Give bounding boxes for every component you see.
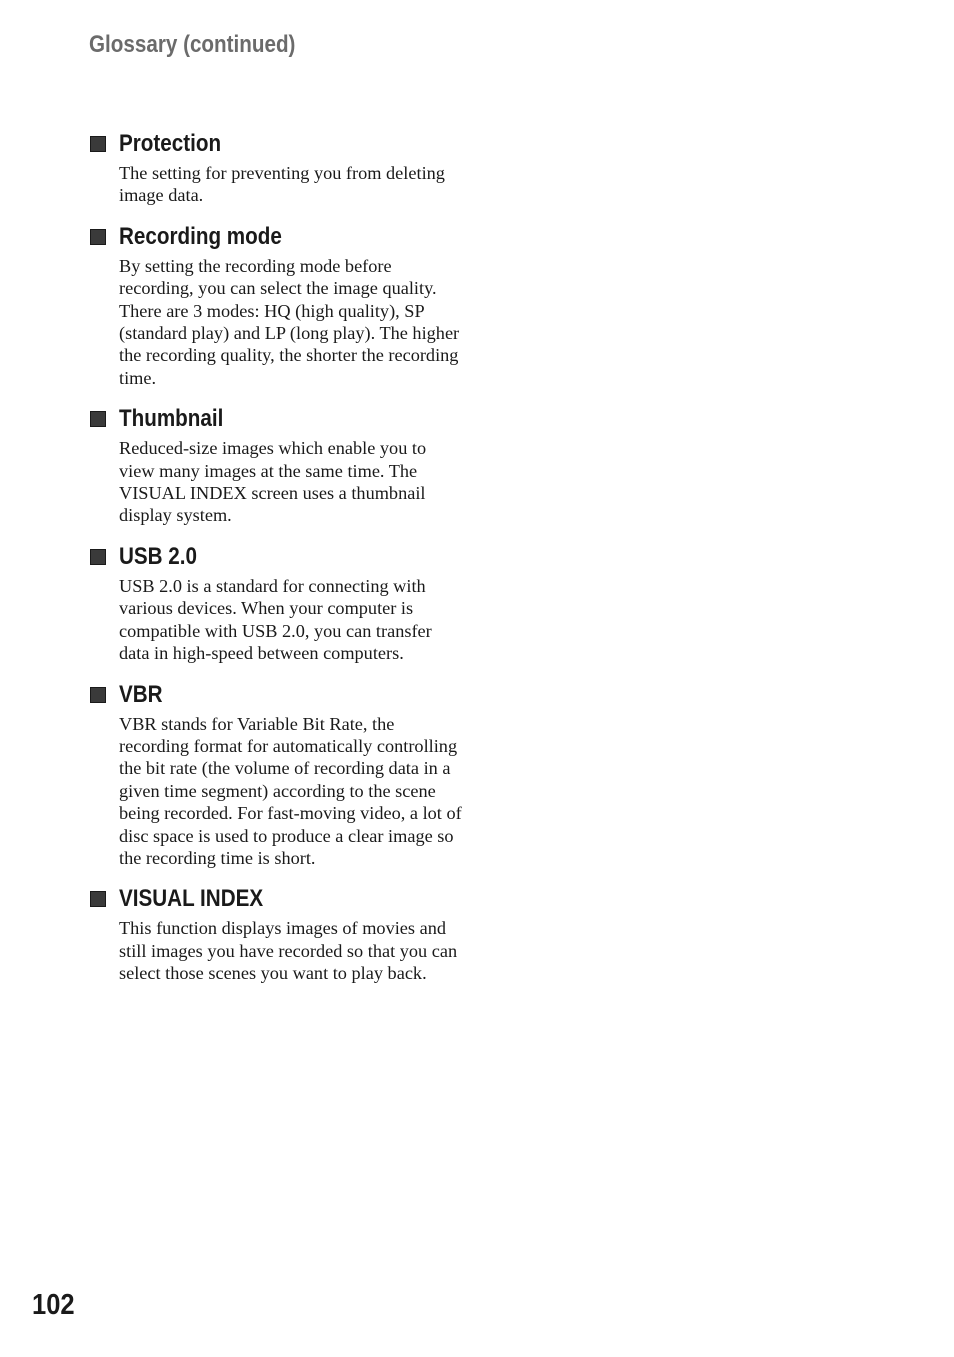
page-header-title: Glossary (continued) — [89, 31, 296, 58]
glossary-entry-recording-mode — [90, 222, 470, 389]
square-bullet-icon — [90, 136, 106, 152]
glossary-definition: By setting the recording mode before recording, you can select the image quality. There are 3 modes: HQ (high quality), SP (standard play) and LP (long play). The higher the recording quality, the shorter the recording time. — [119, 255, 460, 388]
glossary-definition: Reduced-size images which enable you to view many images at the same time. The VISUAL INDEX screen uses a thumbnail display system. — [119, 438, 427, 526]
glossary-entry-usb-2-0 — [90, 542, 470, 665]
term-row — [90, 680, 470, 710]
glossary-term: USB 2.0 — [119, 542, 198, 570]
square-bullet-icon — [90, 229, 106, 245]
glossary-entries — [90, 129, 470, 1000]
square-bullet-icon — [90, 891, 106, 907]
glossary-definition: This function displays images of movies and still images you have recorded so that you can select those scenes you want to play back. — [119, 918, 458, 984]
glossary-entry-protection — [90, 129, 470, 207]
glossary-definition: USB 2.0 is a standard for connecting with various devices. When your computer is compatible with USB 2.0, you can transfer data in high-speed between computers. — [119, 575, 432, 664]
term-row — [90, 542, 470, 572]
glossary-term: Thumbnail — [119, 405, 224, 433]
glossary-term: VISUAL INDEX — [119, 885, 264, 913]
term-row — [90, 129, 470, 159]
glossary-entry-vbr — [90, 680, 470, 870]
term-row — [90, 404, 470, 434]
square-bullet-icon — [90, 687, 106, 703]
page-number: 102 — [32, 1289, 75, 1321]
term-row — [90, 222, 470, 252]
square-bullet-icon — [90, 411, 106, 427]
term-row — [90, 884, 470, 914]
glossary-term: Protection — [119, 130, 222, 157]
glossary-term: Recording mode — [119, 222, 282, 250]
glossary-term: VBR — [119, 680, 163, 708]
square-bullet-icon — [90, 549, 106, 565]
glossary-entry-visual-index — [90, 884, 470, 984]
glossary-definition: VBR stands for Variable Bit Rate, the recording format for automatically controlling the bit rate (the volume of recording data in a given time segment) according to the scene being recorded. For fast-moving video, a lot of disc space is used to produce a clear image so the recording time is short. — [119, 713, 462, 868]
glossary-definition: The setting for preventing you from deleting image data. — [119, 163, 445, 206]
glossary-entry-thumbnail — [90, 404, 470, 527]
